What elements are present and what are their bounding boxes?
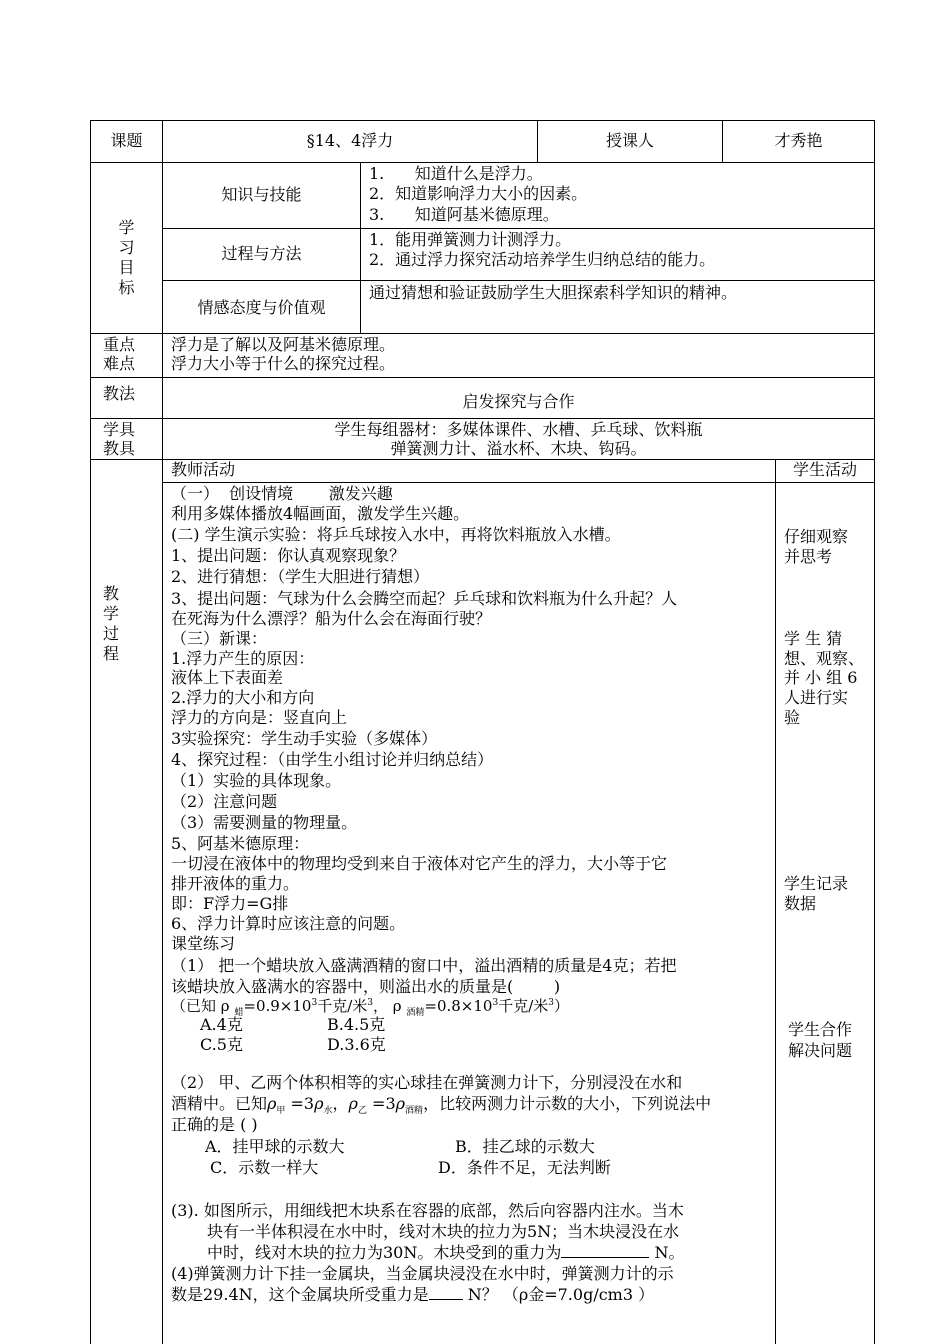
exercise-3-line: 中时，线对木块的拉力为30N。木块受到的重力为 N。 (207, 1243, 685, 1262)
keypoints-label: 重点 (102, 335, 135, 354)
tools-label: 学具 (102, 420, 135, 439)
teacher-line: 在死海为什么漂浮？船为什么会在海面行驶？ (171, 609, 492, 628)
teacher-line: （1）实验的具体现象。 (171, 771, 342, 790)
student-note-line: 学生合作 (788, 1020, 853, 1039)
teacher-line: 1.浮力产生的原因： (171, 649, 315, 668)
method-label: 教法 (102, 384, 135, 403)
tools-line: 弹簧测力计、溢水杯、木块、钩码。 (390, 439, 647, 458)
exercise-2-line: （2） 甲、乙两个体积相等的实心球挂在弹簧测力计下，分别浸没在水和 (171, 1073, 683, 1092)
student-note-line: 验 (784, 708, 801, 727)
process-label-char: 过 (102, 624, 119, 643)
teacher-line: （3）需要测量的物理量。 (171, 813, 358, 832)
knowledge-item: 3. 知道阿基米德原理。 (369, 205, 559, 224)
grid-line (874, 120, 875, 1344)
teacher-line: 1、提出问题：你认真观察现象？ (171, 546, 406, 565)
attitude-label: 情感态度与价值观 (197, 298, 326, 317)
student-note-line: 想、观察、 (784, 649, 865, 668)
exercise-2-option-d: D．条件不足，无法判断 (438, 1158, 611, 1177)
grid-line (90, 377, 875, 378)
teacher-line: 浮力的方向是：竖直向上 (171, 708, 348, 727)
teacher-activity-header: 教师活动 (171, 460, 236, 479)
teacher-label: 授课人 (605, 131, 654, 150)
grid-line (90, 162, 875, 163)
exercise-4-line: (4)弹簧测力计下挂一金属块，当金属块浸没在水中时，弹簧测力计的示 (171, 1264, 674, 1283)
grid-line (90, 120, 875, 121)
student-note-line: 数据 (784, 894, 817, 913)
teacher-line: 一切浸在液体中的物理均受到来自于液体对它产生的浮力，大小等于它 (171, 854, 668, 873)
tools-label: 教具 (102, 439, 135, 458)
topic-value: §14、4浮力 (306, 131, 394, 150)
knowledge-label: 知识与技能 (221, 185, 302, 204)
grid-line (90, 333, 875, 334)
teacher-line: （2）注意问题 (171, 792, 278, 811)
teacher-line: 3、提出问题：气球为什么会腾空而起？乒乓球和饮料瓶为什么升起？人 (171, 589, 678, 608)
exercise-2-option-c: C．示数一样大 (210, 1158, 319, 1177)
attitude-text: 通过猜想和验证鼓励学生大胆探索科学知识的精神。 (369, 283, 738, 302)
student-note-line: 人进行实 (784, 688, 849, 707)
teacher-name: 才秀艳 (774, 131, 823, 150)
student-note-line: 学生记录 (784, 874, 849, 893)
grid-line (162, 482, 875, 483)
student-note-line: 并思考 (784, 547, 833, 566)
exercise-1-option-b: B.4.5克 (327, 1015, 386, 1034)
student-note-line: 并 小 组 6 (784, 668, 858, 687)
teacher-line: 即：F浮力=G排 (171, 894, 289, 913)
exercise-2-line: 酒精中。已知$\rho_甲 =3\rho_水$，$\rho_乙 =3\rho_{酒精}$，比较两测力计示数的大小，下列说法中 (171, 1094, 712, 1117)
teacher-line: 课堂练习 (171, 934, 236, 953)
keypoint-line: 浮力大小等于什么的探究过程。 (171, 354, 396, 373)
goals-label-char: 目 (118, 258, 135, 277)
process-label-char: 学 (102, 604, 119, 623)
exercise-2-option-b: B．挂乙球的示数大 (455, 1137, 595, 1156)
exercise-1-option-a: A.4克 (200, 1015, 243, 1034)
grid-line (360, 162, 361, 333)
method-value: 启发探究与合作 (462, 392, 575, 411)
topic-label: 课题 (110, 131, 143, 150)
exercise-1-option-d: D.3.6克 (327, 1035, 386, 1054)
exercise-1-option-c: C.5克 (200, 1035, 243, 1054)
teacher-line: 2、进行猜想：（学生大胆进行猜想） (171, 567, 430, 586)
grid-line (90, 418, 875, 419)
teacher-line: 6、浮力计算时应该注意的问题。 (171, 914, 406, 933)
student-note-line: 解决问题 (788, 1041, 853, 1060)
teacher-line: （三）新课： (171, 629, 268, 648)
answer-blank (561, 1243, 649, 1258)
exercise-4-line: 数是29.4N，这个金属块所受重力是 N？ （ρ金=7.0g/cm3 ） (171, 1285, 655, 1304)
goals-label-char: 学 (118, 218, 135, 237)
teacher-line: 5、阿基米德原理： (171, 834, 310, 853)
exercise-1-line: （1） 把一个蜡块放入盛满酒精的窗口中，溢出酒精的质量是4克；若把 (171, 956, 677, 975)
grid-line (775, 459, 776, 1344)
knowledge-item: 2．知道影响浮力大小的因素。 (369, 184, 588, 203)
teacher-line: 排开液体的重力。 (171, 874, 300, 893)
exercise-1-given: （已知 ρ $_蜡=0.9\times 10^3$千克/米$^3$， ρ $_{酒精}=0.8\times 10^3$千克/米$^3$） (171, 997, 570, 1018)
teacher-line: 液体上下表面差 (171, 668, 284, 687)
process-label: 过程与方法 (221, 244, 302, 263)
exercise-3-line: 块有一半体积浸在水中时，线对木块的拉力为5N；当木块浸没在水 (207, 1222, 680, 1241)
exercise-2-line: 正确的是 ( ) (171, 1115, 258, 1134)
keypoints-label: 难点 (102, 354, 135, 373)
teacher-line: 2.浮力的大小和方向 (171, 688, 315, 707)
process-label-char: 教 (102, 584, 119, 603)
grid-line (162, 228, 875, 229)
grid-line (162, 280, 875, 281)
student-note-line: 仔细观察 (784, 527, 849, 546)
grid-line (90, 120, 91, 1344)
teacher-line: (二) 学生演示实验：将乒乓球按入水中，再将饮料瓶放入水槽。 (171, 525, 621, 544)
process-item: 1．能用弹簧测力计测浮力。 (369, 230, 572, 249)
student-activity-header: 学生活动 (792, 460, 857, 479)
goals-label-char: 习 (118, 238, 135, 257)
knowledge-item: 1. 知道什么是浮力。 (369, 164, 543, 183)
keypoint-line: 浮力是了解以及阿基米德原理。 (171, 335, 396, 354)
answer-blank (429, 1285, 463, 1300)
teacher-line: 利用多媒体播放4幅画面，激发学生兴趣。 (171, 504, 470, 523)
student-note-line: 学 生 猜 (784, 629, 843, 648)
exercise-3-line: (3). 如图所示，用细线把木块系在容器的底部，然后向容器内注水。当木 (171, 1201, 684, 1220)
teacher-line: 3实验探究：学生动手实验（多媒体） (171, 729, 438, 748)
teacher-line: （一） 创设情境 激发兴趣 (171, 484, 393, 503)
process-item: 2．通过浮力探究活动培养学生归纳总结的能力。 (369, 250, 716, 269)
goals-label-char: 标 (118, 278, 135, 297)
tools-line: 学生每组器材：多媒体课件、水槽、乒乓球、饮料瓶 (334, 420, 703, 439)
teacher-line: 4、探究过程：（由学生小组讨论并归纳总结） (171, 750, 494, 769)
exercise-1-line: 该蜡块放入盛满水的容器中，则溢出水的质量是( ) (171, 977, 561, 996)
process-label-char: 程 (102, 644, 119, 663)
exercise-2-option-a: A．挂甲球的示数大 (205, 1137, 345, 1156)
